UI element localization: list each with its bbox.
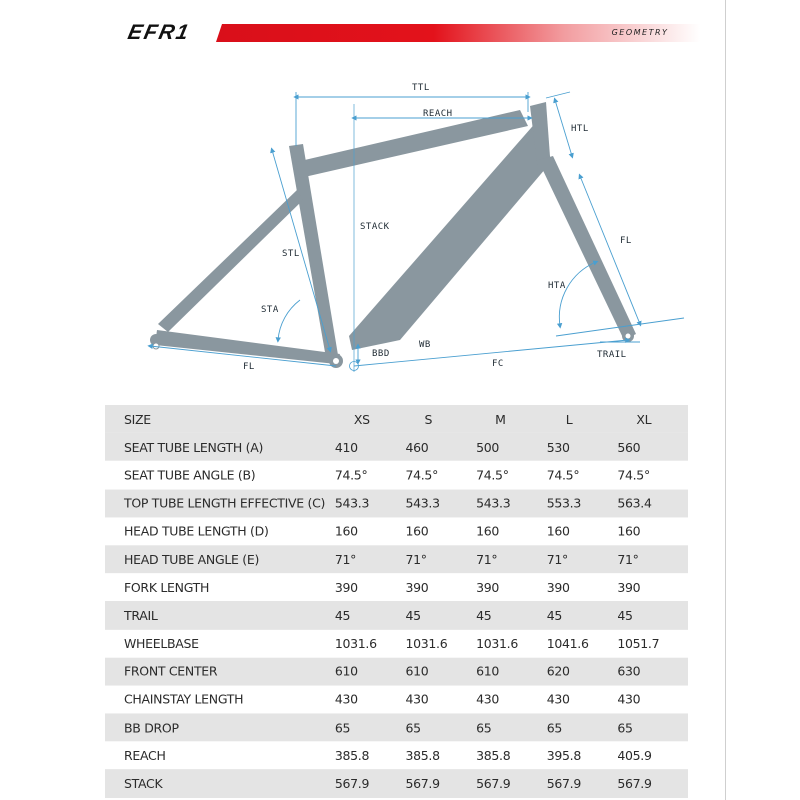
table-cell: 45 [476, 601, 547, 629]
table-cell: 630 [617, 657, 688, 685]
label-ttl: TTL [412, 83, 430, 93]
table-cell: 1051.7 [617, 635, 660, 651]
table-cell: 390 [405, 579, 429, 595]
label-fork-length: FL [620, 236, 632, 246]
table-cell: 1031.6 [334, 635, 377, 651]
column-header-xl: XL [617, 405, 688, 433]
table-row [105, 685, 688, 713]
row-label: REACH [124, 748, 166, 764]
table-cell: 543.3 [405, 489, 476, 517]
row-label: TRAIL [105, 601, 335, 629]
table-cell: 563.4 [617, 489, 688, 517]
table-cell: 45 [405, 601, 476, 629]
table-cell: 430 [617, 692, 641, 707]
label-stl: STL [282, 249, 300, 259]
row-label: CHAINSTAY LENGTH [124, 692, 244, 707]
table-cell: 430 [334, 692, 358, 707]
table-cell: 65 [617, 713, 688, 741]
table-cell: 160 [405, 523, 429, 539]
label-htl: HTL [571, 124, 589, 134]
table-cell: 45 [617, 601, 688, 629]
column-header-xs: XS [335, 405, 406, 433]
table-cell: 390 [546, 579, 570, 595]
table-cell: 567.9 [476, 770, 547, 798]
column-header-l: L [547, 405, 618, 433]
table-cell: 405.9 [617, 748, 652, 764]
table-cell: 74.5° [405, 467, 439, 483]
table-cell: 567.9 [405, 770, 476, 798]
table-cell: 500 [476, 433, 547, 461]
table-cell: 430 [405, 692, 429, 707]
table-cell: 1031.6 [405, 635, 448, 651]
row-label: TOP TUBE LENGTH EFFECTIVE (C) [105, 489, 335, 517]
table-cell: 45 [335, 601, 406, 629]
label-trail: TRAIL [597, 350, 627, 360]
row-label: STACK [105, 770, 335, 798]
table-cell: 160 [546, 523, 570, 539]
table-cell: 390 [617, 579, 641, 595]
table-cell: 160 [476, 523, 500, 539]
table-cell: 74.5° [617, 467, 650, 483]
table-cell: 65 [405, 713, 476, 741]
table-cell: 71° [405, 545, 476, 573]
table-cell: 160 [334, 523, 358, 539]
table-cell: 620 [547, 657, 618, 685]
label-rear-fl: FL [243, 362, 255, 372]
table-cell: 553.3 [547, 489, 618, 517]
table-cell: 1041.6 [546, 635, 589, 651]
table-cell: 74.5° [476, 467, 509, 483]
table-cell: 160 [617, 523, 641, 539]
table-cell: 45 [547, 601, 618, 629]
row-label: BB DROP [105, 713, 335, 741]
label-sta: STA [261, 305, 279, 315]
table-cell: 430 [546, 692, 570, 707]
table-row [105, 573, 688, 601]
row-label: WHEELBASE [124, 635, 199, 651]
efr1-logo: EFR1 [125, 21, 193, 44]
table-cell: 567.9 [335, 770, 406, 798]
row-label: HEAD TUBE LENGTH (D) [124, 523, 269, 539]
table-cell: 74.5° [546, 467, 580, 483]
label-bbd: BBD [372, 349, 390, 359]
geometry-table-body [105, 433, 688, 798]
table-row [105, 601, 688, 629]
table-row [105, 517, 688, 545]
table-cell: 410 [335, 433, 406, 461]
table-cell: 610 [335, 657, 406, 685]
table-cell: 385.8 [405, 748, 440, 764]
geometry-subtitle: GEOMETRY [611, 28, 669, 37]
table-cell: 567.9 [547, 770, 618, 798]
row-label: FORK LENGTH [124, 579, 210, 595]
table-cell: 65 [476, 713, 547, 741]
label-fc: FC [492, 359, 504, 369]
table-row [105, 489, 688, 517]
table-cell: 74.5° [334, 467, 368, 483]
column-header-s: S [405, 405, 476, 433]
table-row [105, 770, 688, 798]
table-cell: 71° [547, 545, 618, 573]
table-cell: 65 [335, 713, 406, 741]
table-cell: 71° [476, 545, 547, 573]
table-row [105, 461, 688, 489]
label-stack: STACK [360, 222, 390, 232]
table-cell: 530 [547, 433, 618, 461]
row-label: HEAD TUBE ANGLE (E) [105, 545, 335, 573]
table-cell: 460 [405, 433, 476, 461]
table-cell: 610 [476, 657, 547, 685]
table-cell: 610 [405, 657, 476, 685]
table-cell: 71° [617, 545, 688, 573]
table-row [105, 629, 688, 657]
table-cell: 65 [547, 713, 618, 741]
row-label: SEAT TUBE LENGTH (A) [105, 433, 335, 461]
table-cell: 385.8 [334, 748, 370, 764]
column-header-m: M [476, 405, 547, 433]
table-row [105, 742, 688, 770]
table-row [105, 545, 688, 573]
geometry-table-header [105, 405, 688, 433]
table-cell: 390 [476, 579, 500, 595]
table-cell: 395.8 [546, 748, 581, 764]
bottom-bracket-hole [333, 358, 339, 364]
label-wb: WB [419, 340, 431, 350]
table-cell: 543.3 [335, 489, 406, 517]
table-cell: 543.3 [476, 489, 547, 517]
table-row [105, 713, 688, 741]
label-hta: HTA [548, 281, 566, 291]
table-cell: 71° [335, 545, 406, 573]
front-dropout-hole [626, 334, 631, 339]
table-cell: 385.8 [476, 748, 511, 764]
table-cell: 560 [617, 433, 688, 461]
table-row [105, 433, 688, 461]
geometry-table [105, 405, 688, 798]
table-cell: 567.9 [617, 770, 688, 798]
table-cell: 1031.6 [476, 635, 519, 651]
table-row [105, 657, 688, 685]
row-label: FRONT CENTER [105, 657, 335, 685]
bike-frame [150, 102, 636, 368]
label-reach: REACH [423, 109, 453, 119]
table-cell: 390 [334, 579, 358, 595]
table-cell: 430 [476, 692, 500, 707]
table-header-row [105, 405, 688, 433]
row-label: SEAT TUBE ANGLE (B) [124, 467, 256, 483]
column-header-size: SIZE [105, 405, 335, 433]
